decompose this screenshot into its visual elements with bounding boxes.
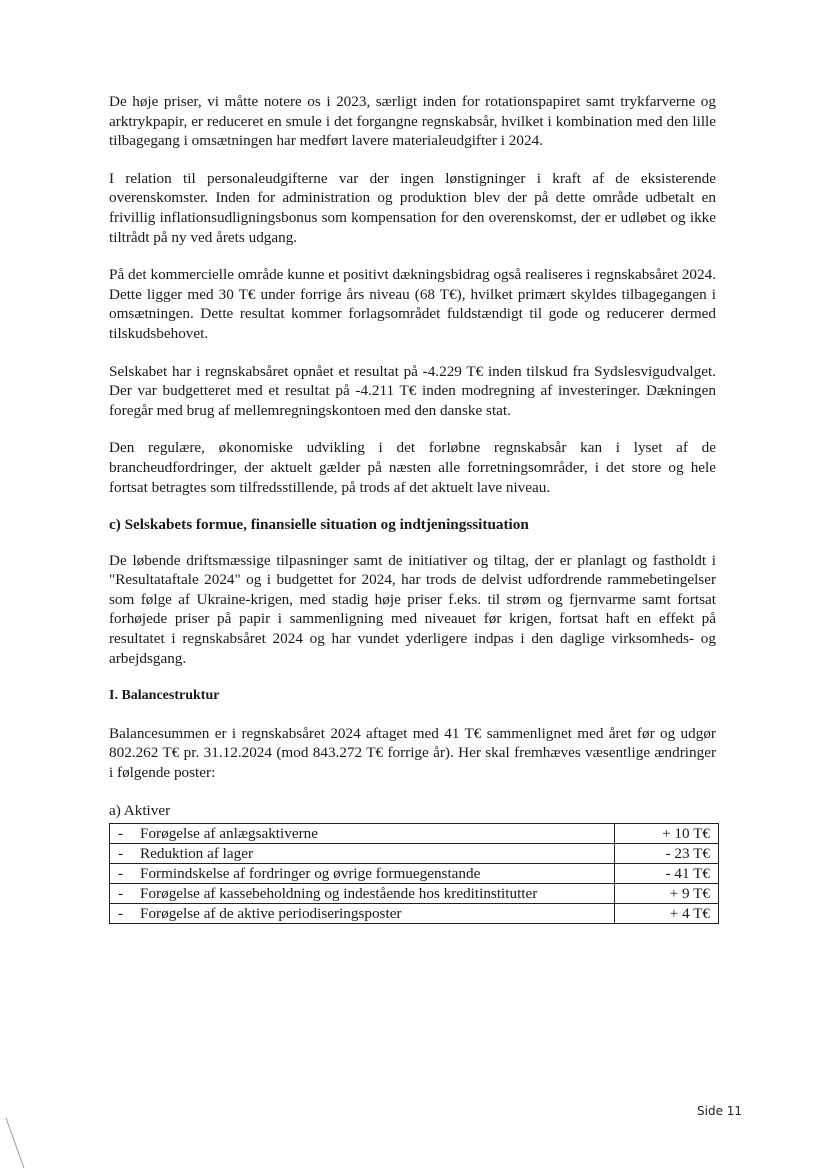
paragraph-economic-development: Den regulære, økonomiske udvikling i det forløbne regnskabsår kan i lyset af de brancheudfordringer, der aktuelt gælder på næsten alle forretningsområder, i det store og hele fortsat betragtes som tilfredsstillende, på trods af det aktuelt lave niveau. xyxy=(109,439,716,496)
list-dash: - xyxy=(118,845,124,863)
table-row xyxy=(110,904,719,924)
paragraph-personnel-costs: I relation til personaleudgifterne var der ingen lønstigninger i kraft af de eksisterende overenskomster. Inden for administration og produktion blev der på dette område udbetalt en frivillig inflationsudligningsbonus som kompensation for den overenskomst, der er udløbet og ikke tiltrådt på ny ved årets udgang. xyxy=(109,169,716,246)
row-label: Reduktion af lager xyxy=(140,845,254,863)
document-page xyxy=(109,92,716,924)
row-value: + 4 T€ xyxy=(615,904,719,924)
aktiver-caption: a) Aktiver xyxy=(109,801,171,819)
list-dash: - xyxy=(118,825,124,843)
paragraph-commercial-area: På det kommercielle område kunne et positivt dækningsbidrag også realiseres i regnskabsåret 2024. Dette ligger med 30 T€ under forrige års niveau (68 T€), hvilket primært skyldes tilbagegangen i omsætningen. Dette resultat kommer forlagsområdet fuldstændigt til gode og reducerer dermed tilskudsbehovet. xyxy=(109,266,716,342)
row-description xyxy=(110,884,615,904)
row-label: Forøgelse af de aktive periodiseringsposter xyxy=(140,905,402,923)
row-label: Forøgelse af anlægsaktiverne xyxy=(140,825,318,843)
scan-edge-mark xyxy=(0,1110,40,1169)
list-dash: - xyxy=(118,865,124,883)
table-row xyxy=(110,844,719,864)
row-description xyxy=(110,844,615,864)
paragraph-result: Selskabet har i regnskabsåret opnået et resultat på -4.229 T€ inden tilskud fra Sydslesvigudvalget. Der var budgetteret med et resultat på -4.211 T€ inden modregning af investeringer. Dækningen foregår med brug af mellemregningskontoen med den danske stat. xyxy=(109,362,716,419)
row-value: + 9 T€ xyxy=(615,884,719,904)
row-value: - 41 T€ xyxy=(615,864,719,884)
paragraph-section-c: De løbende driftsmæssige tilpasninger samt de initiativer og tiltag, der er planlagt og fastholdt i "Resultataftale 2024" og i budgettet for 2024, har trods de delvist udfordrende rammebetingelser som følge af Ukraine-krigen, med stadig høje priser f.eks. til strøm og fjernvarme samt fortsat forhøjede priser på papir i sammenligning med niveauet før krigen, fortsat haft en effekt på resultatet i regnskabsåret 2024 og har vundet yderligere indpas i den daglige virksomheds- og arbejdsgang. xyxy=(109,551,716,667)
list-dash: - xyxy=(118,885,124,903)
aktiver-table xyxy=(109,823,719,924)
section-heading-c: c) Selskabets formue, finansielle situation og indtjeningssituation xyxy=(109,516,529,534)
paragraph-material-costs: De høje priser, vi måtte notere os i 2023, særligt inden for rotationspapiret samt trykfarverne og arktrykpapir, er reduceret en smule i det forgangne regnskabsår, hvilket i kombination med den lille tilbagegang i omsætningen har medført lavere materialeudgifter i 2024. xyxy=(109,93,716,150)
row-description xyxy=(110,824,615,844)
section-heading-balance-structure: I. Balancestruktur xyxy=(109,688,220,704)
row-value: + 10 T€ xyxy=(615,824,719,844)
list-dash: - xyxy=(118,905,124,923)
paragraph-balance-structure: Balancesummen er i regnskabsåret 2024 aftaget med 41 T€ sammenlignet med året før og udgør 802.262 T€ pr. 31.12.2024 (mod 843.272 T€ forrige år). Her skal fremhæves væsentlige ændringer i følgende poster: xyxy=(109,724,716,782)
table-row xyxy=(110,864,719,884)
row-description xyxy=(110,904,615,924)
page-number: Side 11 xyxy=(697,1104,743,1118)
row-description xyxy=(110,864,615,884)
table-row xyxy=(110,824,719,844)
row-value: - 23 T€ xyxy=(615,844,719,864)
row-label: Formindskelse af fordringer og øvrige formuegenstande xyxy=(140,865,481,883)
row-label: Forøgelse af kassebeholdning og indestående hos kreditinstitutter xyxy=(140,885,538,903)
table-row xyxy=(110,884,719,904)
